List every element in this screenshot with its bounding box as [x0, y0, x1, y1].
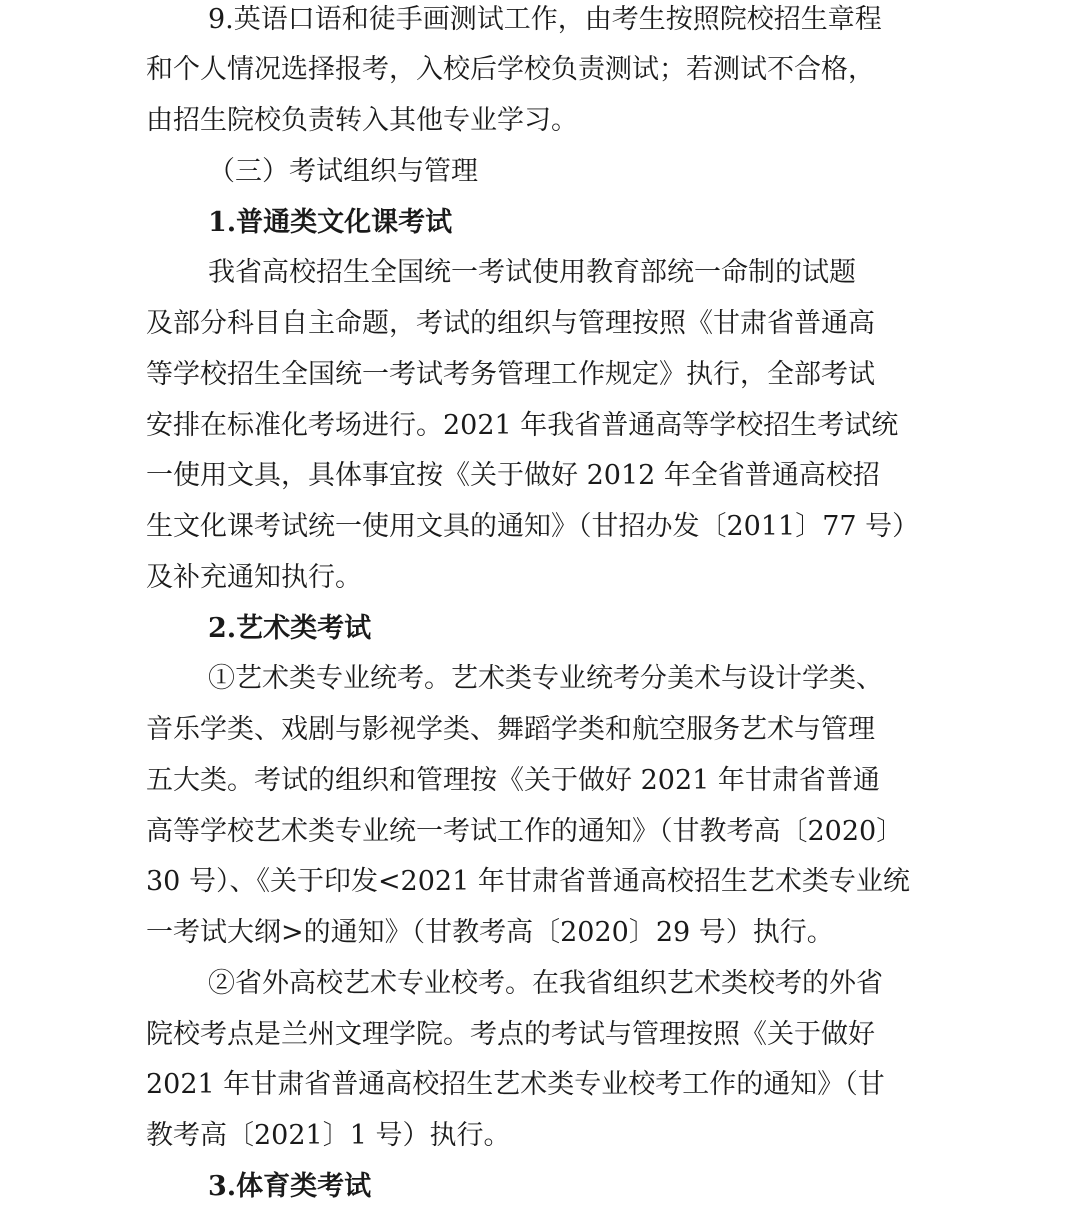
section-heading: （三）考试组织与管理 [208, 156, 478, 187]
paragraph-line-9: 安排在标准化考场进行。2021 年我省普通高等学校招生考试统 [146, 410, 899, 441]
paragraph-line-16: 五大类。考试的组织和管理按《关于做好 2021 年甘肃省普通 [146, 765, 880, 796]
paragraph-line-17: 高等学校艺术类专业统一考试工作的通知》（甘教考高〔2020〕 [146, 816, 904, 847]
paragraph-line-23: 教考高〔2021〕1 号）执行。 [146, 1120, 511, 1151]
paragraph-line-10: 一使用文具，具体事宜按《关于做好 2012 年全省普通高校招 [146, 460, 880, 491]
paragraph-line-22: 2021 年甘肃省普通高校招生艺术类专业校考工作的通知》（甘 [146, 1069, 885, 1100]
paragraph-line-8: 等学校招生全国统一考试考务管理工作规定》执行，全部考试 [146, 359, 875, 390]
paragraph-line-7: 及部分科目自主命题，考试的组织与管理按照《甘肃省普通高 [146, 308, 875, 339]
paragraph-line-6: 我省高校招生全国统一考试使用教育部统一命制的试题 [208, 257, 856, 288]
paragraph-line-11: 生文化课考试统一使用文具的通知》（甘招办发〔2011〕77 号） [146, 511, 920, 542]
paragraph-line-12: 及补充通知执行。 [146, 562, 362, 593]
paragraph-line-15: 音乐学类、戏剧与影视学类、舞蹈学类和航空服务艺术与管理 [146, 714, 875, 745]
paragraph-line-19: 一考试大纲>的通知》（甘教考高〔2020〕29 号）执行。 [146, 917, 834, 948]
subsection-heading-2: 2.艺术类考试 [208, 613, 372, 644]
subsection-heading-3: 3.体育类考试 [208, 1171, 372, 1202]
paragraph-line-3: 由招生院校负责转入其他专业学习。 [146, 105, 578, 136]
paragraph-line-1: 9.英语口语和徒手画测试工作，由考生按照院校招生章程 [208, 4, 882, 35]
paragraph-line-14: ①艺术类专业统考。艺术类专业统考分美术与设计学类、 [208, 663, 883, 694]
paragraph-line-21: 院校考点是兰州文理学院。考点的考试与管理按照《关于做好 [146, 1019, 875, 1050]
paragraph-line-2: 和个人情况选择报考，入校后学校负责测试；若测试不合格， [146, 54, 875, 85]
paragraph-line-18: 30 号）、《关于印发<2021 年甘肃省普通高校招生艺术类专业统 [146, 866, 910, 897]
subsection-heading-1: 1.普通类文化课考试 [208, 207, 453, 238]
paragraph-line-20: ②省外高校艺术专业校考。在我省组织艺术类校考的外省 [208, 968, 883, 999]
